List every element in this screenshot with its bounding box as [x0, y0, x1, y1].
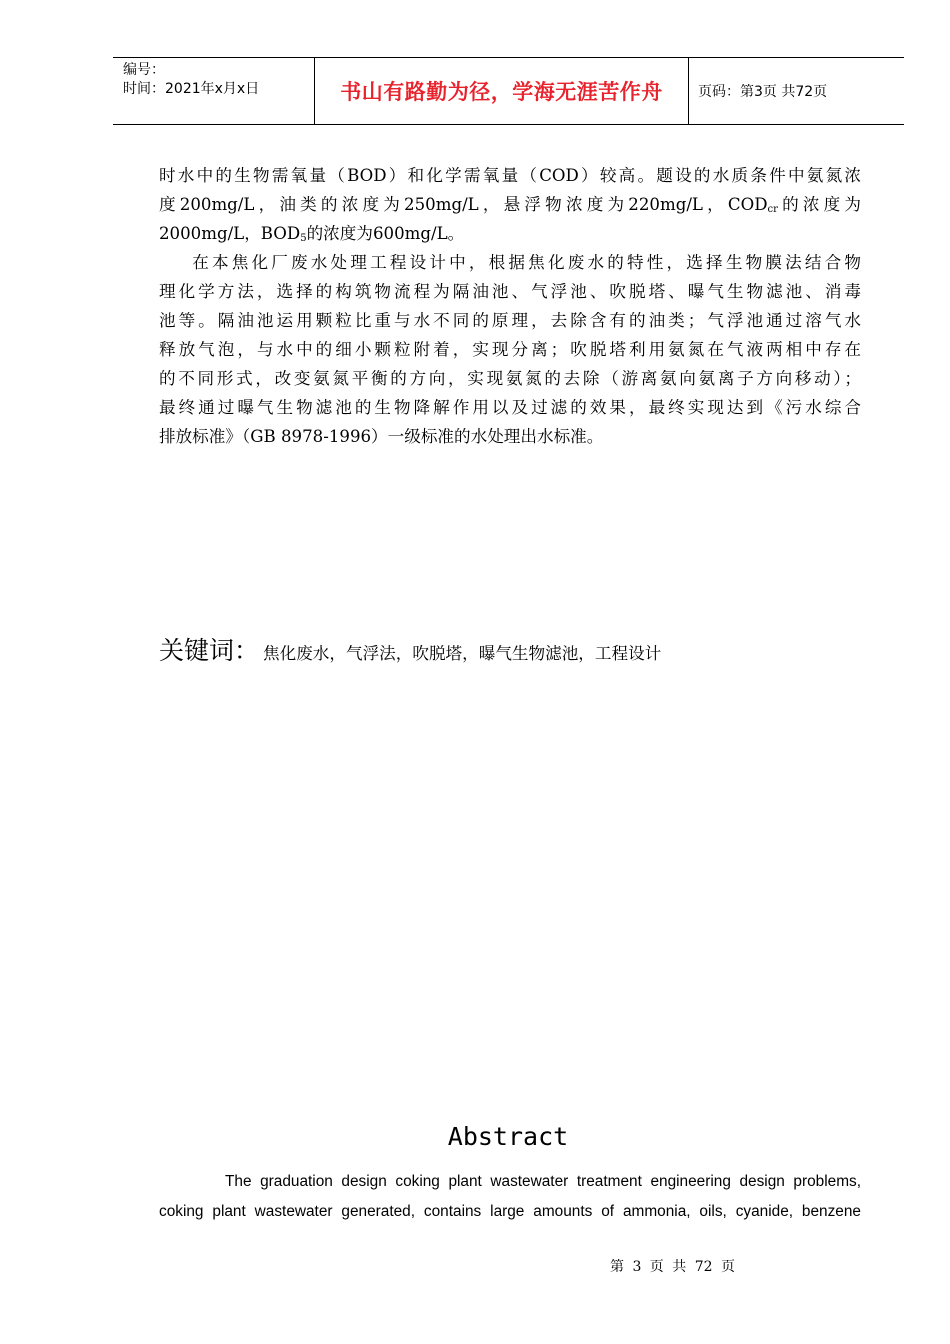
text-line: 池等。隔油池运用颗粒比重与水不同的原理，去除含有的油类；气浮池通过溶气水	[159, 311, 861, 330]
paragraph-1	[159, 161, 861, 248]
keywords-label: 关键词：	[159, 636, 260, 665]
body-text	[159, 161, 861, 451]
text-segment: 的浓度为	[777, 195, 861, 214]
document-time: 时间：2021年x月x日	[123, 81, 260, 97]
header-page-info: 页码：第3页 共72页	[698, 84, 828, 100]
text-line	[159, 219, 861, 248]
abstract-body	[159, 1167, 861, 1227]
text-segment: 度200mg/L，油类的浓度为250mg/L，悬浮物浓度为220mg/L，COD	[159, 195, 768, 214]
text-line: 的不同形式，改变氨氮平衡的方向，实现氨氮的去除（游离氨向氨离子方向移动）；	[159, 369, 861, 388]
text-segment: 的浓度为600mg/L。	[306, 224, 465, 243]
page-footer: 第 3 页 共 72 页	[610, 1259, 735, 1275]
page-header	[113, 57, 904, 125]
text-segment: 2000mg/L，BOD	[159, 224, 301, 243]
document-number-label: 编号：	[123, 62, 165, 78]
paragraph-2	[159, 248, 861, 451]
bod-subscript: 5	[300, 233, 307, 244]
text-line: 在本焦化厂废水处理工程设计中，根据焦化废水的特性，选择生物膜法结合物	[192, 253, 861, 272]
header-motto: 书山有路勤为径，学海无涯苦作舟	[315, 58, 689, 124]
abstract-title: Abstract	[447, 1122, 569, 1151]
text-line: 排放标准》（GB 8978-1996）一级标准的水处理出水标准。	[159, 427, 604, 446]
text-line: 最终通过曝气生物滤池的生物降解作用以及过滤的效果，最终实现达到《污水综合	[159, 398, 861, 417]
header-meta-cell	[113, 58, 315, 124]
abstract-line: The graduation design coking plant wastewater treatment engineering design problems,	[225, 1173, 861, 1190]
cod-subscript: cr	[767, 204, 778, 215]
text-line: 理化学方法，选择的构筑物流程为隔油池、气浮池、吹脱塔、曝气生物滤池、消毒	[159, 282, 861, 301]
keywords-text: 焦化废水，气浮法，吹脱塔，曝气生物滤池，工程设计	[263, 644, 662, 663]
text-line: 时水中的生物需氧量（BOD）和化学需氧量（COD）较高。题设的水质条件中氨氮浓	[159, 166, 861, 185]
text-line	[159, 190, 861, 219]
abstract-line: coking plant wastewater generated, contains large amounts of ammonia, oils, cyanide, benzene	[159, 1203, 861, 1220]
text-line: 释放气泡，与水中的细小颗粒附着，实现分离；吹脱塔利用氨氮在气液两相中存在	[159, 340, 861, 359]
keywords	[159, 631, 861, 667]
